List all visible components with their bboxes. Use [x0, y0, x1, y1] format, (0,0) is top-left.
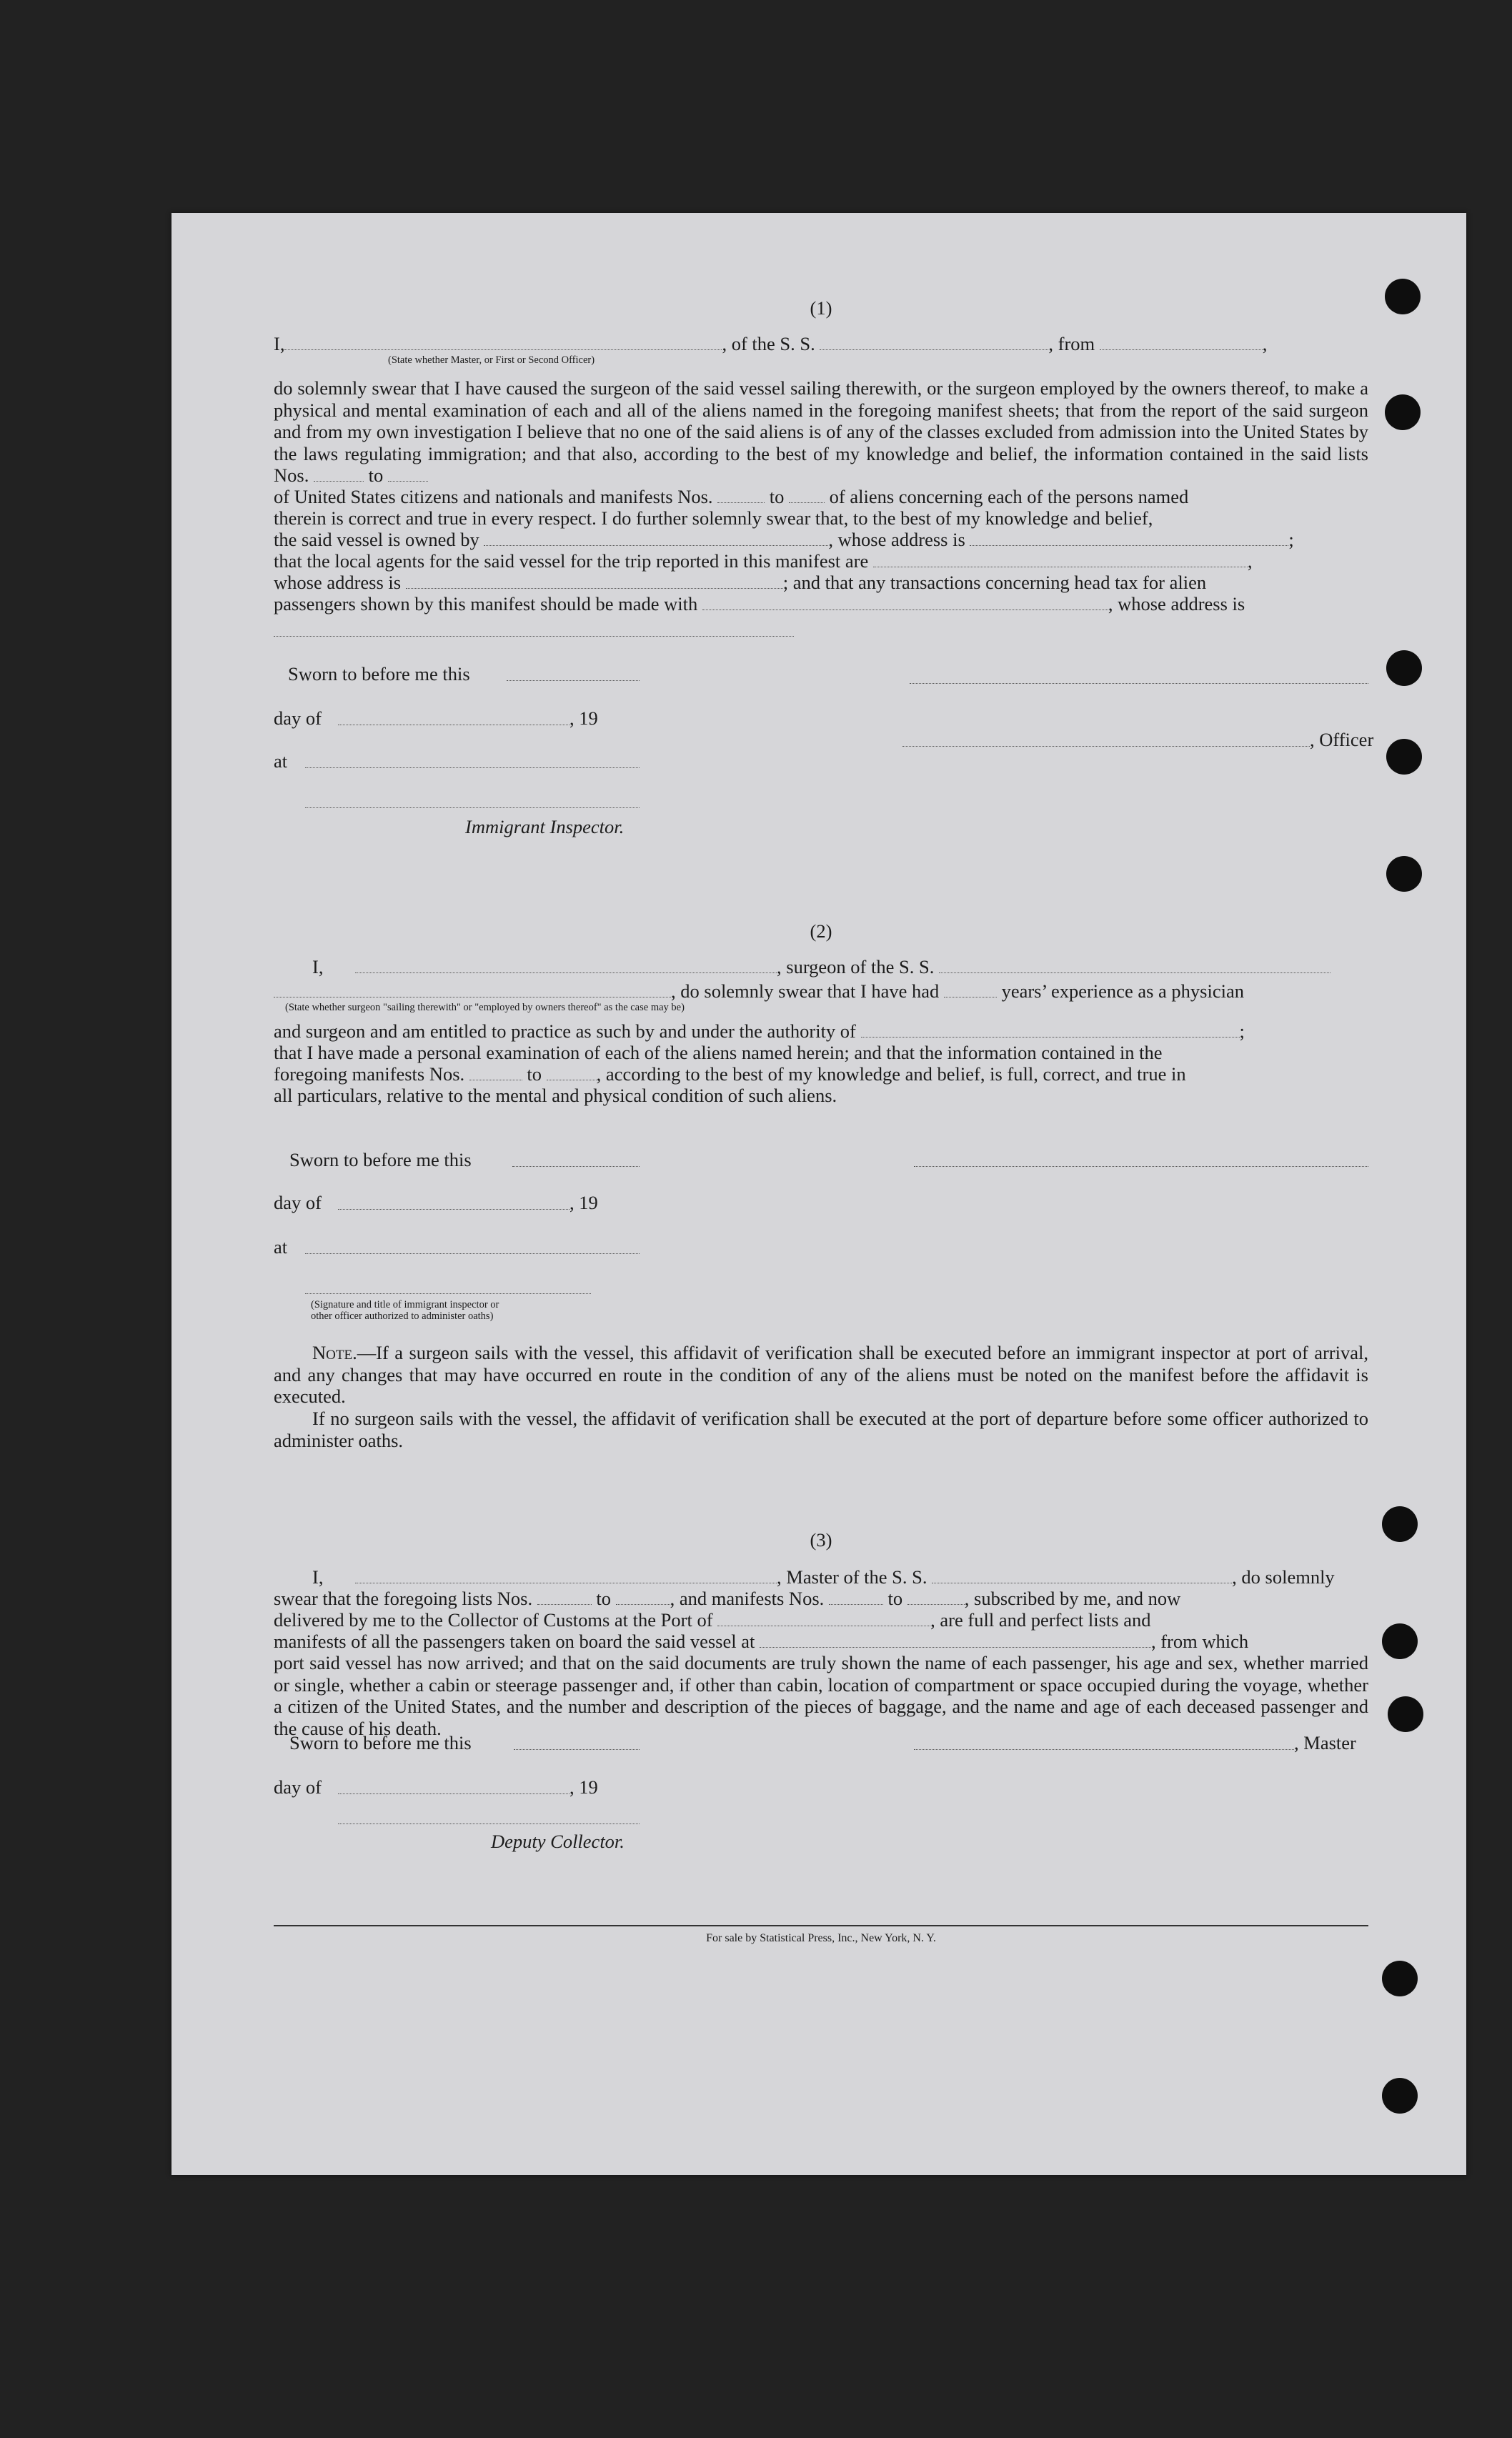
- surgeon-status-field[interactable]: [274, 981, 671, 997]
- master-lists-from-field[interactable]: [537, 1588, 592, 1605]
- master-line: I, , Master of the S. S. , do solemnly: [312, 1566, 1335, 1588]
- binder-hole: [1386, 856, 1422, 892]
- binder-hole: [1385, 394, 1421, 430]
- address-continuation-line[interactable]: [274, 636, 794, 637]
- inspector-signature-line[interactable]: [305, 1293, 591, 1294]
- section-number: (3): [810, 1529, 832, 1551]
- master-lists-to-field[interactable]: [616, 1588, 670, 1605]
- sworn-label: Sworn to before me this: [289, 1149, 472, 1170]
- year-label: , 19: [570, 1776, 598, 1798]
- local-agents-field[interactable]: [873, 551, 1248, 567]
- surgeon-name-field[interactable]: [355, 957, 777, 973]
- at-place-field[interactable]: [305, 1253, 640, 1254]
- year-label: , 19: [570, 1192, 598, 1213]
- form-page: [171, 213, 1466, 2175]
- manifests-all-line: manifests of all the passengers taken on board the said vessel at , from which: [274, 1631, 1249, 1652]
- label-from: , from: [1048, 333, 1095, 354]
- head-tax-line: whose address is ; and that any transactions concerning head tax for alien: [274, 572, 1207, 593]
- lists-from-field[interactable]: [314, 465, 364, 482]
- port-field[interactable]: [717, 1610, 930, 1626]
- label-of-ss: , of the S. S.: [722, 333, 815, 354]
- state-rank-note: (State whether Master, or First or Second Officer): [388, 354, 595, 366]
- note-paragraph-2: If no surgeon sails with the vessel, the affidavit of verification shall be executed at the port of departure before some officer authorized to administer oaths.: [274, 1408, 1368, 1451]
- binder-hole: [1382, 1961, 1418, 1996]
- inspector-signature-line[interactable]: [305, 807, 640, 808]
- authority-field[interactable]: [861, 1021, 1240, 1038]
- inspector-label: Immigrant Inspector.: [465, 816, 625, 837]
- day-of-label: day of: [274, 1776, 322, 1798]
- binder-hole: [1382, 1623, 1418, 1659]
- surgeon-line: I, , surgeon of the S. S.: [274, 956, 1368, 977]
- binder-hole: [1385, 279, 1421, 314]
- sworn-day-field[interactable]: [512, 1166, 640, 1167]
- binder-hole: [1386, 650, 1422, 686]
- surgeon-status-note: (State whether surgeon "sailing therewith" or "employed by owners thereof" as the case may be): [285, 1002, 685, 1013]
- day-of-label: day of: [274, 707, 322, 729]
- note-paragraph-1: Note.—If a surgeon sails with the vessel, this affidavit of verification shall be executed before an immigrant inspector at port of arrival, and any changes that may have occurred en route in the condition of any of the aliens must be noted on the manifest before the affidavit is executed.: [274, 1342, 1368, 1407]
- vessel-name-field[interactable]: [820, 334, 1048, 350]
- passengers-line: passengers shown by this manifest should be made with , whose address is: [274, 593, 1245, 615]
- footer-rule: [274, 1925, 1368, 1926]
- head-tax-agent-field[interactable]: [702, 594, 1108, 610]
- label-comma: ,: [1262, 333, 1268, 354]
- manifests-from-field[interactable]: [717, 487, 765, 503]
- collector-label: Deputy Collector.: [491, 1831, 625, 1852]
- at-label: at: [274, 1236, 288, 1258]
- label-i: I,: [274, 333, 285, 354]
- years-field[interactable]: [944, 981, 997, 997]
- sworn-label: Sworn to before me this: [289, 1732, 472, 1753]
- at-label: at: [274, 750, 288, 772]
- delivered-line: delivered by me to the Collector of Customs at the Port of , are full and perfect lists and: [274, 1609, 1151, 1631]
- signature-note-1: (Signature and title of immigrant inspector or: [311, 1299, 499, 1310]
- owned-by-line: the said vessel is owned by , whose address is ;: [274, 529, 1294, 550]
- day-of-field[interactable]: [338, 1793, 570, 1794]
- surgeon-vessel-field[interactable]: [939, 957, 1331, 973]
- surgeon-signature-line[interactable]: [914, 1166, 1368, 1167]
- section1-oath-text: do solemnly swear that I have caused the surgeon of the said vessel sailing therewith, or the surgeon employed by the owners thereof, to make a physical and mental examination of each and all of the aliens named in the foregoing manifest sheets; that from the report of the said surgeon and from my own investigation I believe that no one of the said aliens is of any of the classes excluded from admission into the United States by the laws regulating immigration; and that also, according to the best of my knowledge and belief, the information contained in the said lists Nos. to: [274, 377, 1368, 486]
- sworn-day-field[interactable]: [507, 680, 640, 681]
- printer-imprint: For sale by Statistical Press, Inc., New York, N. Y.: [706, 1932, 936, 1944]
- from-port-field[interactable]: [1100, 334, 1263, 350]
- section-number: (2): [810, 920, 832, 942]
- citizens-line: of United States citizens and nationals and manifests Nos. to of aliens concerning each of the persons named: [274, 486, 1189, 507]
- entitled-line: and surgeon and am entitled to practice as such by and under the authority of ;: [274, 1020, 1245, 1042]
- sworn-label: Sworn to before me this: [288, 663, 470, 685]
- master-name-field[interactable]: [355, 1567, 777, 1583]
- owner-field[interactable]: [484, 529, 828, 546]
- owner-address-field[interactable]: [970, 529, 1288, 546]
- examination-line: that I have made a personal examination of each of the aliens named herein; and that the information contained in the: [274, 1042, 1163, 1063]
- master-manifests-from-field[interactable]: [829, 1588, 883, 1605]
- departure-port-field[interactable]: [760, 1631, 1151, 1648]
- foregoing-line: foregoing manifests Nos. to , according to the best of my knowledge and belief, is full, correct, and true in: [274, 1063, 1186, 1085]
- day-of-field[interactable]: [338, 1209, 570, 1210]
- section-number: (1): [810, 297, 832, 319]
- officer-label: , Officer: [1310, 729, 1374, 750]
- agents-address-field[interactable]: [406, 572, 783, 589]
- day-of-label: day of: [274, 1192, 322, 1213]
- binder-hole: [1382, 1506, 1418, 1542]
- officer-signature-line[interactable]: [910, 683, 1368, 684]
- sworn-day-field[interactable]: [514, 1749, 640, 1750]
- surgeon-manifests-from-field[interactable]: [469, 1064, 522, 1080]
- section3-oath-text: port said vessel has now arrived; and that on the said documents are truly shown the name of each passenger, his age and sex, whether married or single, whether a cabin or steerage passenger and, if other than cabin, location of compartment or space occupied during the voyage, whether a citizen of the United States, and the number and description of the pieces of baggage, and the name and age of each deceased passenger and the cause of his death.: [274, 1652, 1368, 1739]
- section1-header-line: [274, 333, 1368, 354]
- solemnly-line: , do solemnly swear that I have had years’ experience as a physician: [274, 980, 1368, 1002]
- master-vessel-field[interactable]: [932, 1567, 1232, 1583]
- particulars-line: all particulars, relative to the mental and physical condition of such aliens.: [274, 1085, 837, 1106]
- master-signature-line[interactable]: [914, 1749, 1294, 1750]
- binder-hole: [1382, 2078, 1418, 2114]
- lists-to-field[interactable]: [388, 465, 428, 482]
- master-manifests-to-field[interactable]: [907, 1588, 965, 1605]
- signature-note-2: other officer authorized to administer oaths): [311, 1310, 494, 1322]
- manifests-to-field[interactable]: [789, 487, 825, 503]
- surgeon-manifests-to-field[interactable]: [547, 1064, 597, 1080]
- correct-line: therein is correct and true in every respect. I do further solemnly swear that, to the best of my knowledge and belief,: [274, 507, 1153, 529]
- swear-lists-line: swear that the foregoing lists Nos. to , and manifests Nos. to , subscribed by me, and now: [274, 1588, 1181, 1609]
- binder-hole: [1388, 1696, 1423, 1732]
- year-label: , 19: [570, 707, 598, 729]
- binder-hole: [1386, 739, 1422, 775]
- local-agents-line: that the local agents for the said vessel for the trip reported in this manifest are ,: [274, 550, 1253, 572]
- master-label: , Master: [1294, 1732, 1356, 1753]
- officer-title-line[interactable]: [902, 746, 1310, 747]
- officer-rank-field[interactable]: [284, 334, 722, 350]
- collector-signature-line[interactable]: [338, 1823, 640, 1824]
- at-place-field[interactable]: [305, 767, 640, 768]
